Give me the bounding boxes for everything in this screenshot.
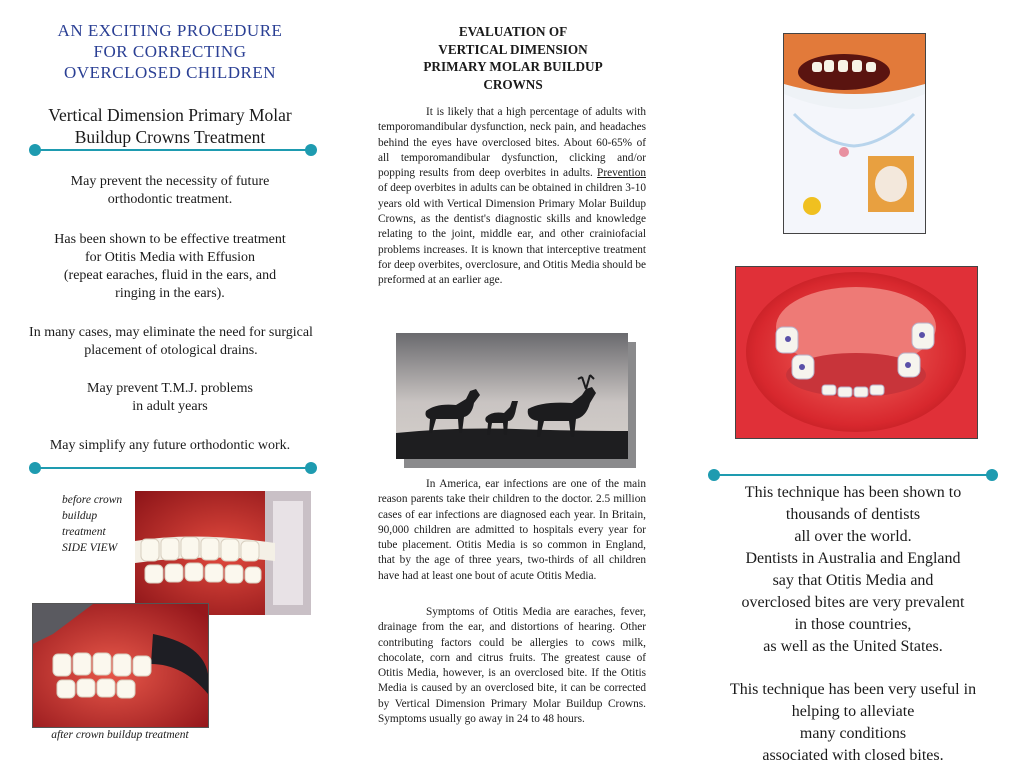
benefit-3: In many cases, may eliminate the need for surgical placement of otological drains. — [29, 325, 313, 358]
right-paragraph-2: This technique has been very useful in helping to alleviate many conditions associated with closed bites. — [729, 681, 977, 764]
left-top-divider — [29, 144, 317, 156]
middle-title: EVALUATION OF VERTICAL DIMENSION PRIMARY MOLAR BUILDUP CROWNS — [423, 24, 603, 92]
after-caption: after crown buildup treatment — [51, 729, 189, 741]
benefit-1: May prevent the necessity of future orthodontic treatment. — [70, 174, 270, 207]
deer-silhouette-photo — [396, 333, 628, 459]
after-treatment-photo — [32, 603, 209, 728]
right-divider — [708, 469, 998, 481]
subtitle-line: Vertical Dimension Primary Molar — [48, 105, 292, 125]
subtitle-line: Buildup Crowns Treatment — [74, 127, 266, 147]
left-subtitle — [20, 104, 320, 148]
middle-paragraph-3: Symptoms of Otitis Media are earaches, fever, drainage from the ear, and distortions of hearing. Other contributing factors could be allergies to cows milk, chocolate, corn and citrus fruits. The greatest cause of Otitis Media, however, is an overclosed bite. If the Otitis Media is caused by an overclosed bite, it can be corrected by Vertical Dimension Primary Molar Buildup Crowns. Symptoms usually go away in 24 to 48 hours. — [378, 606, 646, 726]
headline-line: OVERCLOSED CHILDREN — [63, 63, 277, 82]
before-caption: before crown buildup treatment SIDE VIEW — [62, 494, 123, 554]
right-paragraph-1: This technique has been shown to thousands of dentists all over the world. Dentists in Australia and England say that Otitis Media and overclosed bites are very prevalent in those countries, as well as the United States. — [741, 484, 965, 655]
middle-paragraph-1: It is likely that a high percentage of adults with temporomandibular dysfunction, neck pain, and headaches behind the eyes have overclosed bites. About 60-65% of all temporomandibular dysfunction, clicking and/or popping results from deep overbites in adults. Prevention of deep overbites in adults can be obtained in children 3-10 years old with Vertical Dimension Primary Molar Buildup Crowns, as the dentist's diagnostic skills and knowledge relating to the joint, middle ear, and other crainiofacial problems increases. It is known that interceptive treatment for deep overbites, overclosure, and Otitis Media should be preformed at an earlier age. — [378, 106, 646, 287]
headline-line: FOR CORRECTING — [93, 42, 247, 61]
child-smile-photo — [783, 33, 926, 234]
open-mouth-crowns-photo — [735, 266, 978, 439]
middle-paragraph-2: In America, ear infections are one of the main reason parents take their children to the doctor. 2.5 million cases of ear infections are diagnosed each year. In Britain, 90,000 children are admitted to hospitals every year for tube placement. Otitis Media is so common in England, that by the age of three years, two-thirds of all children have had at least one bout of acute Otitis Media. — [378, 478, 646, 582]
benefit-2: Has been shown to be effective treatment for Otitis Media with Effusion (repeat earaches, fluid in the ears, and ringing in the ears). — [54, 232, 286, 301]
left-bottom-divider — [29, 462, 317, 474]
benefit-5: May simplify any future orthodontic work. — [49, 438, 291, 453]
benefit-4: May prevent T.M.J. problems in adult years — [87, 381, 253, 414]
left-headline — [20, 20, 320, 83]
headline-line: AN EXCITING PROCEDURE — [57, 21, 283, 40]
before-treatment-photo — [135, 491, 311, 615]
